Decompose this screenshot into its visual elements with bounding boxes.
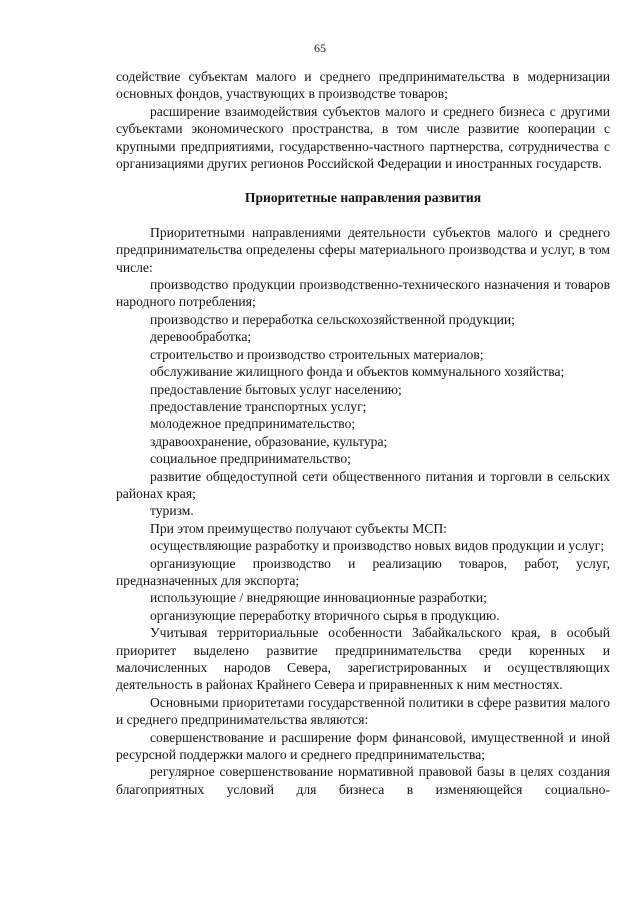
body-paragraph: Учитывая территориальные особенности Забайкальского края, в особый приоритет выделено развитие предпринимательства среди коренных и малочисленных народов Севера, зарегистрированных и осуществляющих деятельность в районах Крайнего Севера и приравненных к ним местностях.: [116, 625, 610, 693]
body-paragraph: регулярное совершенствование нормативной правовой базы в целях создания благоприятных условий для бизнеса в изменяющейся социально-: [116, 764, 610, 797]
body-paragraph: Приоритетными направлениями деятельности субъектов малого и среднего предпринимательства определены сферы материального производства и услуг, в том числе:: [116, 224, 610, 275]
body-paragraph: строительство и производство строительных материалов;: [150, 346, 484, 362]
body-paragraph: туризм.: [150, 503, 194, 519]
document-body: [116, 68, 610, 798]
section-heading: Приоритетные направления развития: [244, 190, 482, 206]
body-paragraph: организующие производство и реализацию товаров, работ, услуг, предназначенных для экспорта;: [116, 555, 610, 588]
body-paragraph: социальное предпринимательство;: [150, 451, 351, 467]
body-paragraph: содействие субъектам малого и среднего предпринимательства в модернизации основных фондов, участвующих в производстве товаров;: [116, 69, 610, 102]
body-paragraph: Основными приоритетами государственной политики в сфере развития малого и среднего предпринимательства являются:: [116, 694, 610, 728]
body-paragraph: организующие переработку вторичного сырья в продукцию.: [150, 607, 500, 623]
body-paragraph: производство продукции производственно-технического назначения и товаров народного потребления;: [116, 277, 610, 310]
body-paragraph: предоставление бытовых услуг населению;: [150, 381, 402, 397]
body-paragraph: здравоохранение, образование, культура;: [150, 433, 388, 449]
body-paragraph: предоставление транспортных услуг;: [150, 398, 367, 414]
page-number: 65: [314, 41, 326, 55]
body-paragraph: производство и переработка сельскохозяйственной продукции;: [150, 311, 515, 327]
body-paragraph: расширение взаимодействия субъектов малого и среднего бизнеса с другими субъектами экономического пространства, в том числе развитие кооперации с крупными предприятиями, государственно-частного партнерства, сотрудничества с организациями других регионов Российской Федерации и иностранных государств.: [116, 103, 610, 172]
body-paragraph: обслуживание жилищного фонда и объектов коммунального хозяйства;: [150, 364, 565, 380]
body-paragraph: совершенствование и расширение форм финансовой, имущественной и иной ресурсной поддержки малого и среднего предпринимательства;: [116, 729, 610, 763]
body-paragraph: деревообработка;: [150, 329, 252, 345]
body-paragraph: развитие общедоступной сети общественного питания и торговли в сельских районах края;: [116, 468, 610, 501]
body-paragraph: При этом преимущество получают субъекты МСП:: [150, 520, 447, 536]
body-paragraph: молодежное предпринимательство;: [150, 416, 356, 432]
body-paragraph: осуществляющие разработку и производство новых видов продукции и услуг;: [150, 538, 605, 554]
body-paragraph: использующие / внедряющие инновационные разработки;: [150, 590, 487, 606]
